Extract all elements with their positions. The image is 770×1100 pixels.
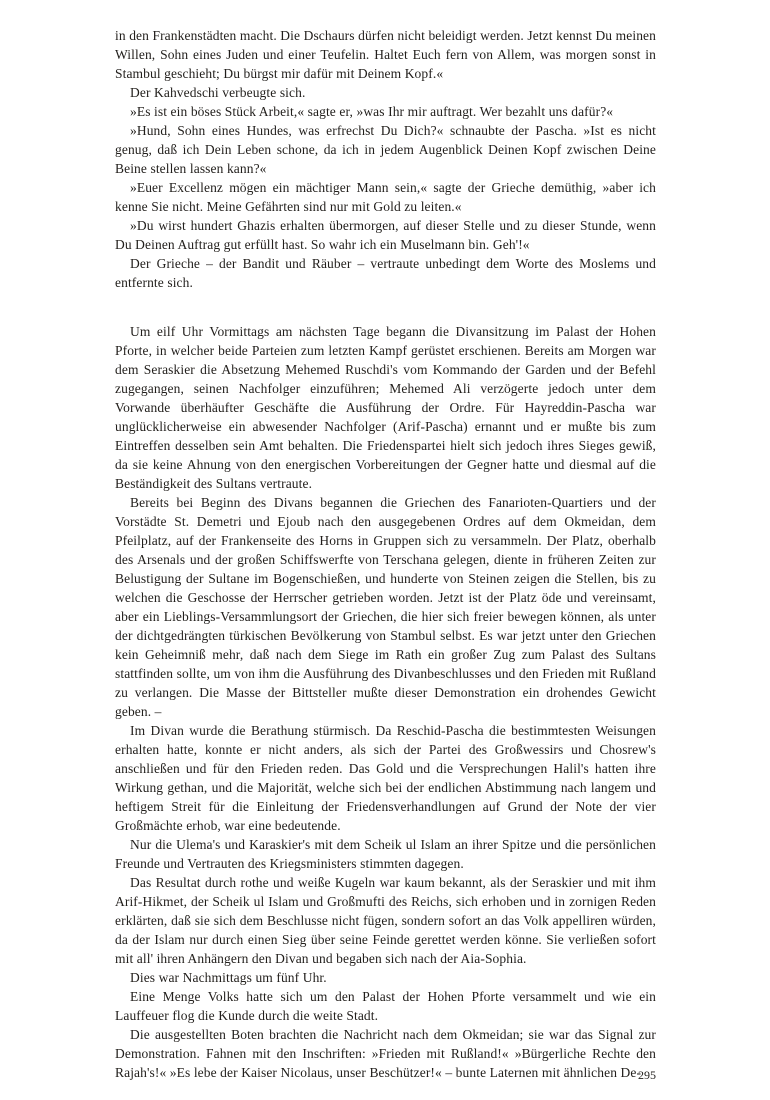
- paragraph: »Es ist ein böses Stück Arbeit,« sagte er, »was Ihr mir auftragt. Wer bezahlt uns dafür?«: [130, 104, 614, 119]
- paragraph: Im Divan wurde die Berathung stürmisch. Da Reschid-Pascha die bestimmtesten Weisungen erhalten hatte, konnte er nicht anders, als sich der Partei des Großwessirs und Chosrew's anschließen und für den Frieden reden. Das Gold und die Versprechungen Halil's hatten ihre Wirkung gethan, und die Majorität, welche sich bei der endlichen Abstimmung nach langem und heftigem Streit für die Einleitung der Friedensverhandlungen auf Grund der Note der vier Großmächte erhob, war eine bedeutende.: [115, 723, 656, 833]
- paragraph: Eine Menge Volks hatte sich um den Palast der Hohen Pforte versammelt und wie ein Lauffeuer flog die Kunde durch die weite Stadt.: [115, 989, 656, 1023]
- paragraph: Der Kahvedschi verbeugte sich.: [130, 85, 306, 100]
- paragraph: Dies war Nachmittags um fünf Uhr.: [130, 970, 327, 985]
- paragraph: Das Resultat durch rothe und weiße Kugeln war kaum bekannt, als der Seraskier und mit ihm Arif-Hikmet, der Scheik ul Islam und Großmufti des Reichs, sich erhoben und in zornigen Reden erklärten, daß sie sich dem Beschlusse nicht fügen, sondern sofort an das Volk appelliren würden, da der Islam nur durch einen Sieg über seine Feinde gerettet werden könne. Sie verließen sofort mit all' ihren Anhängern den Divan und begaben sich nach der Aia-Sophia.: [115, 875, 656, 966]
- paragraph: Nur die Ulema's und Karaskier's mit dem Scheik ul Islam an ihrer Spitze und die persönlichen Freunde und Vertrauten des Kriegsministers stimmten dagegen.: [115, 837, 656, 871]
- body-text: [115, 26, 656, 1082]
- paragraph: Die ausgestellten Boten brachten die Nachricht nach dem Okmeidan; sie war das Signal zur Demonstration. Fahnen mit den Inschriften: »Frieden mit Rußland!« »Bürgerliche Rechte den Rajah's!« »Es lebe der Kaiser Nicolaus, unser Beschützer!« – bunte Laternen mit ähnlichen De-: [115, 1027, 656, 1080]
- paragraph: »Hund, Sohn eines Hundes, was erfrechst Du Dich?« schnaubte der Pascha. »Ist es nicht genug, daß ich Dein Leben schone, da ich in jedem Augenblick Deinen Kopf zwischen Deine Beine stellen lassen kann?«: [115, 123, 656, 176]
- paragraph: in den Frankenstädten macht. Die Dschaurs dürfen nicht beleidigt werden. Jetzt kennst Du meinen Willen, Sohn eines Juden und einer Teufelin. Haltet Euch fern von Allem, was morgen sonst in Stambul geschieht; Du bürgst mir dafür mit Deinem Kopf.«: [115, 28, 656, 81]
- paragraph: »Euer Excellenz mögen ein mächtiger Mann sein,« sagte der Grieche demüthig, »aber ich kenne Sie nicht. Meine Gefährten sind nur mit Gold zu leiten.«: [115, 180, 656, 214]
- paragraph: Der Grieche – der Bandit und Räuber – vertraute unbedingt dem Worte des Moslems und entfernte sich.: [115, 256, 656, 290]
- page-number: 295: [638, 1068, 656, 1082]
- paragraph: Um eilf Uhr Vormittags am nächsten Tage begann die Divansitzung im Palast der Hohen Pforte, in welcher beide Parteien zum letzten Kampf gerüstet erschienen. Bereits am Morgen war dem Seraskier die Absetzung Mehemed Ruschdi's vom Kommando der Garden und der Befehl zugegangen, seinen Nachfolger einzuführen; Mehemed Ali verzögerte jedoch unter dem Vorwande überhäufter Geschäfte die Ausführung der Ordre. Für Hayreddin-Pascha war unglücklicherweise ein abwesender Nachfolger (Arif-Pascha) ernannt und er mußte bis zum Eintreffen desselben sein Amt behalten. Die Friedenspartei hielt sich jedoch ihres Sieges gewiß, da sie keine Ahnung von den energischen Vorbereitungen der Gegner hatte und diesmal auf die Beständigkeit des Sultans vertraute.: [115, 324, 656, 491]
- paragraph: Bereits bei Beginn des Divans begannen die Griechen des Fanarioten-Quartiers und der Vorstädte St. Demetri und Ejoub nach den ausgegebenen Ordres auf dem Okmeidan, dem Pfeilplatz, auf der Frankenseite des Horns in Gruppen sich zu versammeln. Der Platz, oberhalb des Arsenals und der großen Schiffswerfte von Terschana gelegen, diente in früheren Zeiten zur Belustigung der Sultane im Bogenschießen, und hunderte von Steinen zeigen die Stellen, bis zu welchen die Geschosse der Herrscher getrieben worden. Jetzt ist der Platz öde und vereinsamt, aber ein Lieblings-Versammlungsort der Griechen, die hier sich freier bewegen können, als unter der dichtgedrängten türkischen Bevölkerung von Stambul selbst. Es war jetzt unter den Griechen kein Geheimniß mehr, daß nach dem Siege im Rath ein großer Zug zum Palast des Sultans stattfinden sollte, um von ihm die Ausführung des Divanbeschlusses und den Frieden mit Rußland zu verlangen. Die Masse der Bittsteller mußte dieser Demonstration ein drohendes Gewicht geben. –: [115, 495, 656, 719]
- paragraph: »Du wirst hundert Ghazis erhalten übermorgen, auf dieser Stelle und zu dieser Stunde, wenn Du Deinen Auftrag gut erfüllt hast. So wahr ich ein Muselmann bin. Geh'!«: [115, 218, 656, 252]
